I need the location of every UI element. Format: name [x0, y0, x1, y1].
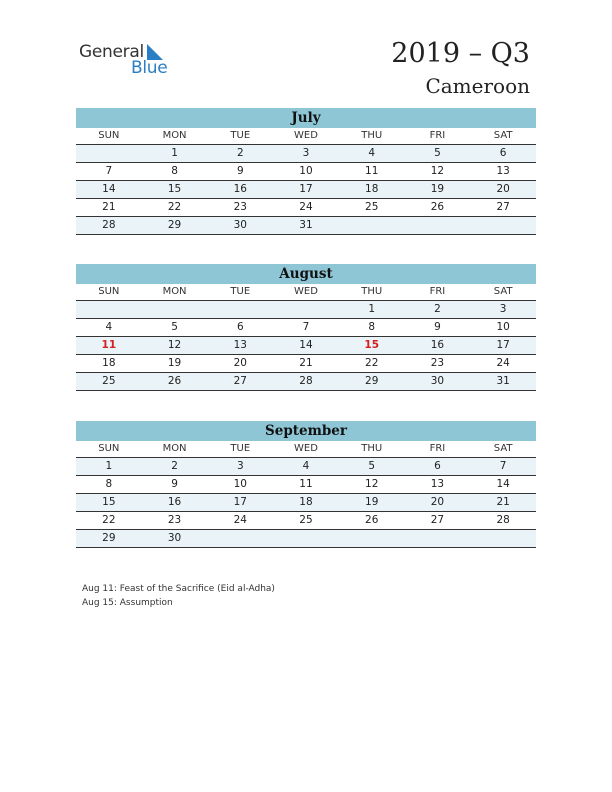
- day-cell: 13: [470, 163, 536, 181]
- day-cell: 30: [405, 373, 471, 391]
- day-cell: 24: [470, 355, 536, 373]
- day-cell: 5: [339, 458, 405, 476]
- weekday-header: SUN: [76, 284, 142, 301]
- day-cell: 12: [142, 337, 208, 355]
- day-cell: 21: [273, 355, 339, 373]
- logo-general-text: General: [79, 42, 144, 62]
- day-cell: 22: [339, 355, 405, 373]
- day-cell: 5: [405, 145, 471, 163]
- day-cell: [405, 530, 471, 548]
- day-cell: 22: [76, 512, 142, 530]
- day-cell: 28: [470, 512, 536, 530]
- calendar-grid: [76, 284, 536, 391]
- weekday-header: MON: [142, 284, 208, 301]
- month-header: September: [76, 421, 536, 441]
- page-title: 2019 – Q3: [391, 38, 530, 69]
- day-cell: [273, 301, 339, 319]
- day-cell: 6: [470, 145, 536, 163]
- day-cell: 17: [273, 181, 339, 199]
- day-cell: 25: [76, 373, 142, 391]
- day-cell: 8: [76, 476, 142, 494]
- country-name: Cameroon: [425, 74, 530, 98]
- day-cell: 10: [207, 476, 273, 494]
- weekday-header: WED: [273, 441, 339, 458]
- holiday-note: Aug 11: Feast of the Sacrifice (Eid al-Adha): [82, 584, 275, 594]
- weekday-header: SAT: [470, 128, 536, 145]
- day-cell: 14: [273, 337, 339, 355]
- day-cell: 28: [273, 373, 339, 391]
- logo-blue-text: Blue: [131, 58, 168, 78]
- day-cell: 19: [405, 181, 471, 199]
- day-cell: 4: [273, 458, 339, 476]
- day-cell: 24: [273, 199, 339, 217]
- weekday-header: TUE: [207, 284, 273, 301]
- day-cell: [76, 145, 142, 163]
- day-cell: 3: [470, 301, 536, 319]
- weekday-header: MON: [142, 128, 208, 145]
- day-cell: 1: [339, 301, 405, 319]
- day-cell: 26: [142, 373, 208, 391]
- day-cell: 26: [405, 199, 471, 217]
- day-cell: 20: [207, 355, 273, 373]
- day-cell: [339, 217, 405, 235]
- day-cell: 12: [405, 163, 471, 181]
- day-cell: [339, 530, 405, 548]
- day-cell: 18: [339, 181, 405, 199]
- day-cell: [207, 530, 273, 548]
- day-cell: 4: [76, 319, 142, 337]
- day-cell: 1: [76, 458, 142, 476]
- day-cell: 13: [207, 337, 273, 355]
- day-cell: 30: [142, 530, 208, 548]
- day-cell: 12: [339, 476, 405, 494]
- weekday-header: THU: [339, 284, 405, 301]
- day-cell: [142, 301, 208, 319]
- day-cell: 11: [339, 163, 405, 181]
- weekday-header: THU: [339, 441, 405, 458]
- day-cell: 29: [339, 373, 405, 391]
- day-cell: 9: [207, 163, 273, 181]
- day-cell: 16: [207, 181, 273, 199]
- day-cell: 25: [273, 512, 339, 530]
- day-cell: 25: [339, 199, 405, 217]
- day-cell: 14: [470, 476, 536, 494]
- holiday-notes: [82, 582, 275, 610]
- weekday-header: FRI: [405, 441, 471, 458]
- day-cell: 2: [207, 145, 273, 163]
- day-cell: [405, 217, 471, 235]
- day-cell: 30: [207, 217, 273, 235]
- day-cell: 2: [405, 301, 471, 319]
- weekday-header: TUE: [207, 128, 273, 145]
- day-cell: 20: [470, 181, 536, 199]
- month-july: [76, 108, 536, 235]
- day-cell: 13: [405, 476, 471, 494]
- day-cell: 15: [339, 337, 405, 355]
- day-cell: 24: [207, 512, 273, 530]
- weekday-header: FRI: [405, 128, 471, 145]
- day-cell: 10: [273, 163, 339, 181]
- day-cell: 8: [339, 319, 405, 337]
- day-cell: 7: [273, 319, 339, 337]
- day-cell: 21: [470, 494, 536, 512]
- day-cell: 6: [405, 458, 471, 476]
- day-cell: 29: [142, 217, 208, 235]
- day-cell: 16: [405, 337, 471, 355]
- day-cell: [207, 301, 273, 319]
- day-cell: 19: [339, 494, 405, 512]
- generalblue-logo: [79, 40, 189, 80]
- weekday-header: WED: [273, 128, 339, 145]
- calendar-grid: [76, 441, 536, 548]
- day-cell: 4: [339, 145, 405, 163]
- day-cell: 16: [142, 494, 208, 512]
- month-header: August: [76, 264, 536, 284]
- day-cell: 7: [470, 458, 536, 476]
- weekday-header: WED: [273, 284, 339, 301]
- day-cell: 19: [142, 355, 208, 373]
- day-cell: 6: [207, 319, 273, 337]
- day-cell: 29: [76, 530, 142, 548]
- holiday-note: Aug 15: Assumption: [82, 598, 173, 608]
- day-cell: 9: [405, 319, 471, 337]
- weekday-header: SUN: [76, 128, 142, 145]
- weekday-header: TUE: [207, 441, 273, 458]
- day-cell: 15: [142, 181, 208, 199]
- day-cell: 8: [142, 163, 208, 181]
- month-header: July: [76, 108, 536, 128]
- day-cell: 27: [470, 199, 536, 217]
- day-cell: 21: [76, 199, 142, 217]
- day-cell: 22: [142, 199, 208, 217]
- day-cell: 18: [76, 355, 142, 373]
- day-cell: 20: [405, 494, 471, 512]
- day-cell: 27: [207, 373, 273, 391]
- day-cell: 23: [142, 512, 208, 530]
- day-cell: 1: [142, 145, 208, 163]
- day-cell: 9: [142, 476, 208, 494]
- day-cell: [470, 217, 536, 235]
- day-cell: 23: [207, 199, 273, 217]
- day-cell: 14: [76, 181, 142, 199]
- weekday-header: SAT: [470, 284, 536, 301]
- day-cell: 2: [142, 458, 208, 476]
- day-cell: 23: [405, 355, 471, 373]
- month-september: [76, 421, 536, 548]
- day-cell: 27: [405, 512, 471, 530]
- day-cell: [470, 530, 536, 548]
- day-cell: 28: [76, 217, 142, 235]
- day-cell: 10: [470, 319, 536, 337]
- day-cell: 31: [470, 373, 536, 391]
- day-cell: 17: [207, 494, 273, 512]
- weekday-header: SUN: [76, 441, 142, 458]
- day-cell: 26: [339, 512, 405, 530]
- day-cell: [76, 301, 142, 319]
- day-cell: 11: [76, 337, 142, 355]
- weekday-header: FRI: [405, 284, 471, 301]
- day-cell: 11: [273, 476, 339, 494]
- day-cell: 17: [470, 337, 536, 355]
- day-cell: 3: [207, 458, 273, 476]
- weekday-header: THU: [339, 128, 405, 145]
- weekday-header: MON: [142, 441, 208, 458]
- weekday-header: SAT: [470, 441, 536, 458]
- day-cell: 15: [76, 494, 142, 512]
- month-august: [76, 264, 536, 391]
- day-cell: 18: [273, 494, 339, 512]
- day-cell: [273, 530, 339, 548]
- day-cell: 5: [142, 319, 208, 337]
- calendar-grid: [76, 128, 536, 235]
- day-cell: 3: [273, 145, 339, 163]
- day-cell: 7: [76, 163, 142, 181]
- day-cell: 31: [273, 217, 339, 235]
